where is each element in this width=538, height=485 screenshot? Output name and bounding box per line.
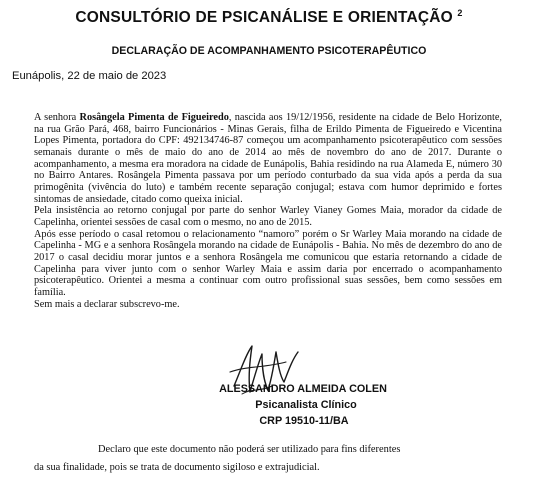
date-line: Eunápolis, 22 de maio de 2023: [12, 70, 167, 82]
p1-rest: , nascida aos 19/12/1956, residente na cidade de Belo Horizonte, na rua Grão Pará, 468, bairro Funcionários - Minas Gerais, filha de Erildo Pimenta de Figueiredo e Vicentina Lopes Pimenta, portadora do CPF: 492134746-87 começou um acompanhamento psicoterapêutico com sessões semanais durante o mês de maio do ano de 2014 ao mês de novembro do ano de 2017. Durante o acompanhamento, a mesma era moradora na cidade de Eunápolis, Bahia residindo na rua Alameda E, número 30 no Bairro Antares. Rosângela Pimenta passava por um período conturbado da sua vida após a perda da sua primogênita (vivência do luto) e também recente separação conjugal; estava com humor deprimido e fortes sintomas de ansiedade, citado como queixa inicial.: [34, 112, 503, 205]
paragraph-patient-info: [34, 112, 502, 205]
closing-line: Sem mais a declarar subscrevo-me.: [34, 298, 180, 310]
patient-name: Rosângela Pimenta de Figueiredo: [79, 112, 229, 123]
footer-line-1: Declaro que este documento não poderá ser utilizado para fins diferentes: [98, 444, 401, 455]
declaration-body: [34, 112, 502, 310]
header-superscript: 2: [457, 8, 463, 18]
p1-intro: A senhora: [34, 112, 80, 123]
signer-block: [0, 381, 538, 429]
confidentiality-note: [34, 441, 496, 477]
document-title: DECLARAÇÃO DE ACOMPANHAMENTO PSICOTERAPÊUTICO: [111, 45, 427, 57]
signer-role: Psicanalista Clínico: [255, 399, 357, 411]
signer-name: ALESSANDRO ALMEIDA COLEN: [219, 383, 387, 395]
paragraph-couple-sessions: Pela insistência ao retorno conjugal por parte do senhor Warley Vianey Gomes Maia, morador da cidade de Capelinha, orientei sessões de casal com o mesmo, no ano de 2015.: [34, 205, 502, 228]
clinic-name: CONSULTÓRIO DE PSICANÁLISE E ORIENTAÇÃO: [75, 9, 453, 26]
paragraph-closure: Após esse período o casal retomou o relacionamento “namoro” porém o Sr Warley Maia morando na cidade de Capelinha - MG e a senhora Rosângela morando na cidade de Eunápolis - Bahia. No mês de dezembro do ano de 2017 o casal decidiu morar juntos e a senhora Rosângela me comunicou que estaria retornando a cidade de Capelinha para viver junto com o senhor Warley Maia e assim daria por encerrado o acompanhamento psicoterapêutico. Orientei a mesma a continuar com outro profissional suas sessões, bem como sessões em família.: [34, 228, 502, 298]
footer-line-2: da sua finalidade, pois se trata de documento sigiloso e extrajudicial.: [34, 462, 320, 473]
clinic-header: [0, 8, 538, 27]
signer-registration: CRP 19510-11/BA: [259, 415, 349, 427]
